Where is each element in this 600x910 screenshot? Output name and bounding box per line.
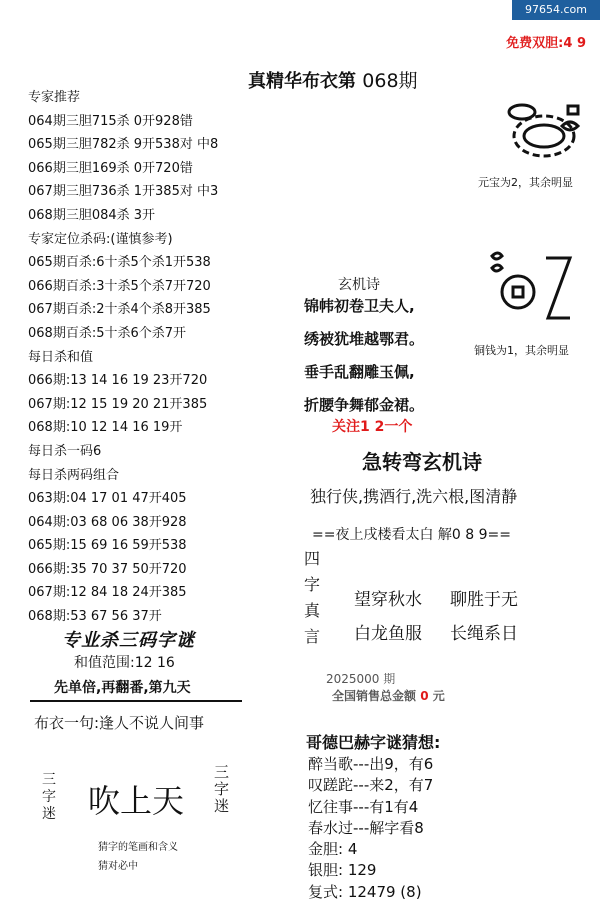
expert-line: 067期百杀:2十杀4个杀8开385 <box>28 302 211 318</box>
expert-line: 068期百杀:5十杀6个杀7开 <box>28 325 187 341</box>
riddle-left-char: 迷 <box>42 806 56 822</box>
riddle-right-char: 迷 <box>214 797 230 815</box>
strategy: 先单倍,再翻番,第九天 <box>54 680 191 696</box>
focus-note: 关注1 2一个 <box>332 419 413 435</box>
riddle-right-vertical <box>214 764 229 815</box>
sales-prefix: 全国销售总金额 <box>332 689 417 703</box>
expert-line: 065期百杀:6十杀5个杀1开538 <box>28 255 211 271</box>
expert-line: 064期:03 68 06 38开928 <box>28 514 187 530</box>
four-char-vert-char: 四 <box>304 549 321 568</box>
coin-icon <box>482 248 582 332</box>
expert-line: 065期三胆782杀 9开538对 中8 <box>28 137 219 153</box>
buyi-saying: 布衣一句:逢人不说人间事 <box>34 714 205 732</box>
expert-line: 063期:04 17 01 47开405 <box>28 491 187 507</box>
expert-line: 065期:15 69 16 59开538 <box>28 538 187 554</box>
four-char-vertical <box>304 546 320 650</box>
expert-line: 每日杀两码组合 <box>28 467 120 483</box>
phrase-1: 望穿秋水 <box>354 590 422 610</box>
expert-line: 068期:10 12 14 16 19开 <box>28 420 183 436</box>
riddle-right-char: 三 <box>214 763 230 781</box>
issue-number: 068期 <box>362 70 418 92</box>
site-badge[interactable]: 97654.com <box>512 0 600 20</box>
xuanji-label: 玄机诗 <box>338 277 380 293</box>
godbach-line: 叹蹉跎---来2，有7 <box>308 776 434 795</box>
phrase-2: 聊胜于无 <box>450 590 518 610</box>
sales-amount: 0 <box>420 689 429 703</box>
riddle-center: 吹上天 <box>88 782 185 820</box>
title-text: 真精华布衣第 <box>248 71 356 92</box>
expert-line: 068期三胆084杀 3开 <box>28 207 156 223</box>
strategy-underline <box>30 700 242 702</box>
jizhuan-title: 急转弯玄机诗 <box>362 450 482 474</box>
sum-range: 和值范围:12 16 <box>74 655 175 671</box>
phrase-4: 长绳系日 <box>450 624 518 644</box>
riddle-hint-2: 猜对必中 <box>98 861 138 872</box>
riddle-left-char: 字 <box>42 789 56 805</box>
sales-total <box>332 687 445 704</box>
free-double: 免费双胆:4 9 <box>506 36 586 51</box>
four-char-vert-char: 字 <box>304 575 321 594</box>
godbach-line: 忆往事---有1有4 <box>308 797 419 816</box>
godbach-line: 醉当歌---出9，有6 <box>308 755 434 773</box>
expert-line: 专家定位杀码:(谨慎参考) <box>28 231 173 247</box>
period-number: 2025000 期 <box>326 672 396 686</box>
yuanbao-icon <box>500 96 590 172</box>
sales-unit: 元 <box>432 689 445 703</box>
expert-line: 067期:12 15 19 20 21开385 <box>28 396 208 412</box>
expert-line: 066期:13 14 16 19 23开720 <box>28 373 208 389</box>
expert-line: 068期:53 67 56 37开 <box>28 609 162 625</box>
expert-line: 每日杀一码6 <box>28 443 102 459</box>
riddle-right-char: 字 <box>214 780 230 798</box>
coin-caption: 铜钱为1，其余明显 <box>474 344 569 357</box>
phrase-3: 白龙鱼服 <box>354 624 422 644</box>
riddle-left-char: 三 <box>42 772 56 788</box>
riddle-hint-1: 猜字的笔画和含义 <box>98 842 178 853</box>
expert-line: 064期三胆715杀 0开928错 <box>28 113 193 129</box>
expert-line: 066期三胆169杀 0开720错 <box>28 160 193 176</box>
expert-line: 067期三胆736杀 1开385对 中3 <box>28 184 219 200</box>
expert-line: 每日杀和值 <box>28 349 94 365</box>
poem-line: 折腰争舞郁金裙。 <box>304 396 425 414</box>
expert-lines <box>28 86 218 629</box>
page-title <box>248 66 418 93</box>
jizhuan-line: 独行侠,携酒行,洗六根,图清静 <box>310 487 518 506</box>
four-char-vert-char: 真 <box>304 601 321 620</box>
xuanji-poem <box>304 290 424 422</box>
night-line: ==夜上戌楼看太白 解0 8 9== <box>312 527 511 543</box>
expert-line: 066期百杀:3十杀5个杀7开720 <box>28 278 211 294</box>
godbach-line: 金胆: 4 <box>308 840 358 859</box>
godbach-lines <box>308 754 433 903</box>
expert-line: 专家推荐 <box>28 90 81 105</box>
yuanbao-caption: 元宝为2，其余明显 <box>478 176 573 189</box>
pro-kill-title: 专业杀三码字谜 <box>62 630 195 651</box>
poem-line: 绣被犹堆越鄂君。 <box>304 330 425 348</box>
riddle-left-vertical <box>42 772 56 823</box>
godbach-title: 哥德巴赫字谜猜想: <box>306 733 441 752</box>
four-char-vert-char: 言 <box>304 627 321 646</box>
godbach-line: 春水过---解字看8 <box>308 818 424 837</box>
expert-line: 066期:35 70 37 50开720 <box>28 561 187 577</box>
poem-line: 垂手乱翻雕玉佩, <box>304 363 415 381</box>
poem-line: 锦帏初卷卫夫人, <box>304 297 415 315</box>
godbach-line: 复式: 12479 (8) <box>308 882 422 901</box>
expert-line: 067期:12 84 18 24开385 <box>28 585 187 601</box>
godbach-line: 银胆: 129 <box>308 861 377 880</box>
